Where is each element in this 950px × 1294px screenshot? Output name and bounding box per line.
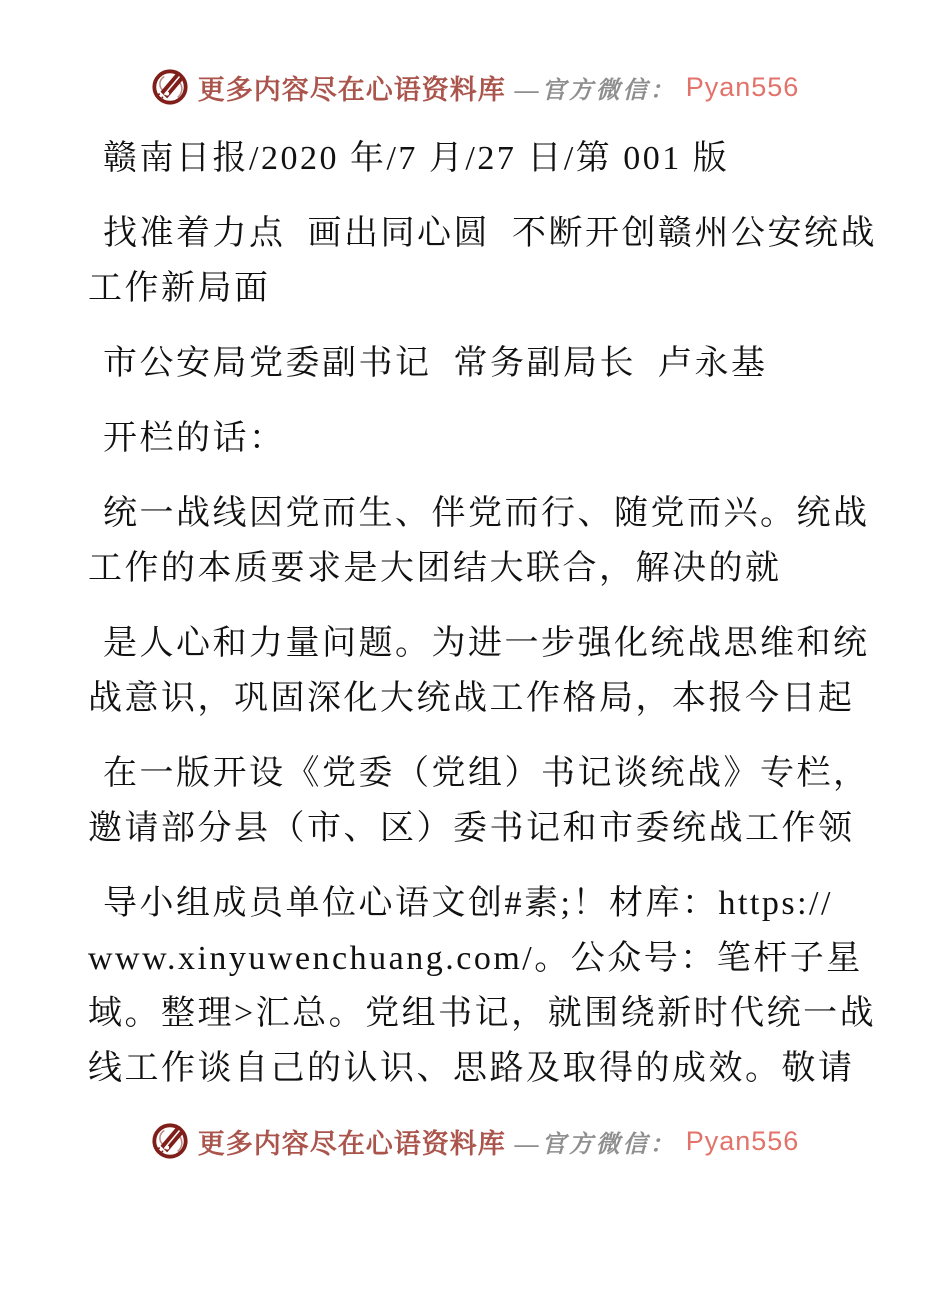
watermark-wechat-label: —官方微信： (514, 1131, 677, 1158)
doc-line-body-8: www.xinyuwenchuang.com/。公众号：笔杆子星 (88, 940, 863, 977)
doc-line-title-1: 找准着力点 画出同心圆 不断开创赣州公安统战 (103, 215, 877, 252)
doc-line-body-5: 在一版开设《党委（党组）书记谈统战》专栏， (103, 755, 870, 792)
doc-line-body-9: 域。整理>汇总。党组书记，就围绕新时代统一战 (88, 995, 877, 1032)
doc-line-body-4: 战意识，巩固深化大统战工作格局，本报今日起 (88, 680, 855, 717)
watermark-wechat-id: Pyan556 (685, 1125, 800, 1156)
watermark-footer (0, 1118, 950, 1164)
document-body (0, 131, 950, 1096)
doc-line-body-2: 工作的本质要求是大团结大联合，解决的就 (88, 550, 782, 587)
watermark-brand-text: 更多内容尽在心语资料库 (197, 1128, 506, 1159)
doc-line-body-7: 导小组成员单位心语文创#素;！材库：https:// (103, 885, 833, 922)
watermark-wechat-label: —官方微信： (514, 77, 677, 104)
document-page (0, 64, 950, 1294)
doc-line-body-3: 是人心和力量问题。为进一步强化统战思维和统 (103, 625, 870, 662)
watermark-wechat-id: Pyan556 (685, 71, 800, 102)
doc-line-source: 赣南日报/2020 年/7 月/27 日/第 001 版 (103, 140, 730, 177)
pen-nib-circle-logo-icon (151, 1122, 189, 1160)
doc-line-body-1: 统一战线因党而生、伴党而行、随党而兴。统战 (103, 495, 870, 532)
pen-nib-circle-logo-icon (151, 68, 189, 106)
watermark-brand-text: 更多内容尽在心语资料库 (197, 74, 506, 105)
doc-line-body-10: 线工作谈自己的认识、思路及取得的成效。敬请 (88, 1050, 855, 1087)
doc-line-title-2: 工作新局面 (88, 270, 271, 307)
watermark-header (0, 64, 950, 110)
doc-line-body-6: 邀请部分县（市、区）委书记和市委统战工作领 (88, 810, 855, 847)
doc-line-intro: 开栏的话： (103, 420, 286, 457)
doc-line-author: 市公安局党委副书记 常务副局长 卢永基 (103, 345, 768, 382)
